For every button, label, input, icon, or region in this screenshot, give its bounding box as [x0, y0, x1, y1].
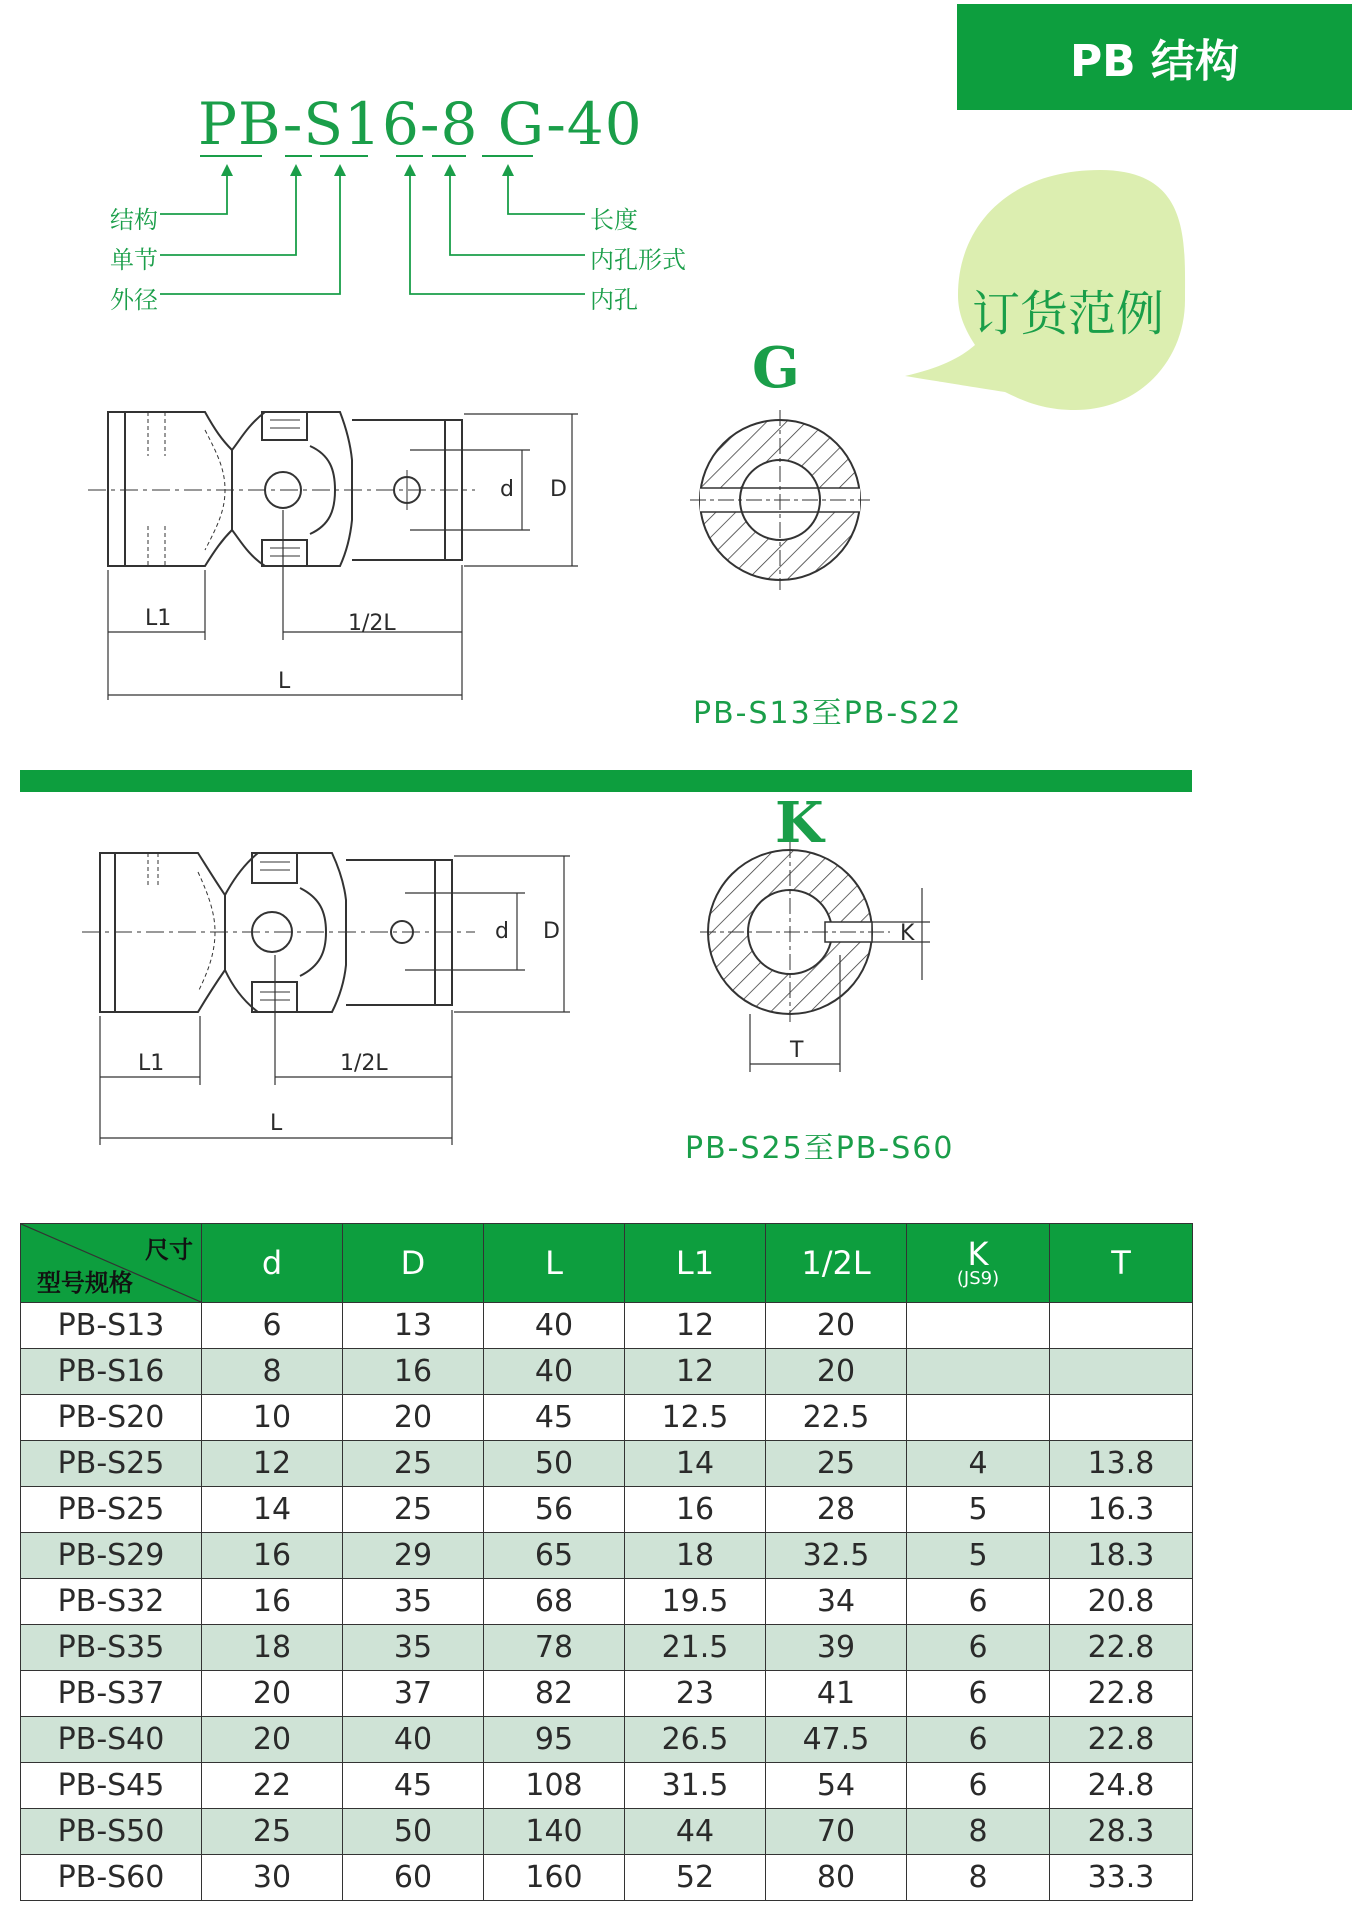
value-cell: 30	[202, 1855, 343, 1901]
value-cell: 4	[907, 1441, 1050, 1487]
dim-g-l: L	[278, 669, 291, 694]
value-cell	[907, 1349, 1050, 1395]
value-cell: 160	[484, 1855, 625, 1901]
value-cell: 28	[766, 1487, 907, 1533]
corner-size-label: 尺寸	[145, 1236, 193, 1264]
col-header-k-sub: (JS9)	[956, 1268, 1000, 1289]
section-divider	[20, 770, 1192, 792]
code-leaders	[160, 170, 585, 294]
value-cell: 12	[625, 1349, 766, 1395]
value-cell: 40	[484, 1349, 625, 1395]
model-cell: PB-S37	[21, 1671, 202, 1717]
value-cell: 39	[766, 1625, 907, 1671]
value-cell: 6	[907, 1625, 1050, 1671]
table-row	[21, 1441, 1193, 1487]
table-row	[21, 1533, 1193, 1579]
table-row	[21, 1303, 1193, 1349]
dim-k-t: T	[790, 1038, 804, 1063]
value-cell: 140	[484, 1809, 625, 1855]
value-cell: 12.5	[625, 1395, 766, 1441]
value-cell: 31.5	[625, 1763, 766, 1809]
table-corner-header	[21, 1224, 202, 1303]
value-cell: 20	[766, 1303, 907, 1349]
table-row	[21, 1717, 1193, 1763]
value-cell: 20	[202, 1671, 343, 1717]
col-header-T: T	[1050, 1224, 1193, 1303]
model-cell: PB-S50	[21, 1809, 202, 1855]
value-cell: 45	[484, 1395, 625, 1441]
model-cell: PB-S40	[21, 1717, 202, 1763]
value-cell: 22.5	[766, 1395, 907, 1441]
value-cell: 80	[766, 1855, 907, 1901]
value-cell: 8	[907, 1855, 1050, 1901]
value-cell: 25	[343, 1487, 484, 1533]
value-cell: 22.8	[1050, 1717, 1193, 1763]
table-row	[21, 1487, 1193, 1533]
value-cell: 6	[907, 1763, 1050, 1809]
model-cell: PB-S13	[21, 1303, 202, 1349]
col-header-D: D	[343, 1224, 484, 1303]
model-cell: PB-S25	[21, 1487, 202, 1533]
dim-g-half-l: 1/2L	[348, 611, 396, 636]
value-cell: 34	[766, 1579, 907, 1625]
value-cell: 13	[343, 1303, 484, 1349]
value-cell: 22	[202, 1763, 343, 1809]
value-cell: 8	[202, 1349, 343, 1395]
corner-model-label: 型号规格	[37, 1269, 133, 1297]
value-cell: 40	[484, 1303, 625, 1349]
value-cell: 14	[202, 1487, 343, 1533]
label-single-joint: 单节	[110, 246, 158, 274]
value-cell: 20.8	[1050, 1579, 1193, 1625]
value-cell: 37	[343, 1671, 484, 1717]
value-cell: 41	[766, 1671, 907, 1717]
joint-drawing-g	[88, 412, 475, 566]
table-row	[21, 1855, 1193, 1901]
table-row	[21, 1349, 1193, 1395]
value-cell: 32.5	[766, 1533, 907, 1579]
model-cell: PB-S35	[21, 1625, 202, 1671]
value-cell: 26.5	[625, 1717, 766, 1763]
model-cell: PB-S32	[21, 1579, 202, 1625]
value-cell: 18	[625, 1533, 766, 1579]
value-cell: 95	[484, 1717, 625, 1763]
label-bore-type: 内孔形式	[590, 246, 686, 274]
model-cell: PB-S25	[21, 1441, 202, 1487]
value-cell: 65	[484, 1533, 625, 1579]
value-cell: 44	[625, 1809, 766, 1855]
value-cell: 12	[202, 1441, 343, 1487]
model-cell: PB-S29	[21, 1533, 202, 1579]
value-cell: 50	[343, 1809, 484, 1855]
value-cell: 22.8	[1050, 1625, 1193, 1671]
value-cell	[907, 1303, 1050, 1349]
value-cell: 6	[907, 1717, 1050, 1763]
value-cell: 6	[907, 1579, 1050, 1625]
value-cell	[1050, 1303, 1193, 1349]
value-cell: 8	[907, 1809, 1050, 1855]
value-cell: 22.8	[1050, 1671, 1193, 1717]
model-cell: PB-S60	[21, 1855, 202, 1901]
value-cell: 12	[625, 1303, 766, 1349]
label-bore: 内孔	[590, 286, 638, 314]
value-cell: 20	[766, 1349, 907, 1395]
spec-table	[20, 1223, 1193, 1901]
value-cell: 16	[202, 1533, 343, 1579]
model-cell: PB-S45	[21, 1763, 202, 1809]
dim-k-half-l: 1/2L	[340, 1051, 388, 1076]
value-cell: 6	[202, 1303, 343, 1349]
value-cell: 18.3	[1050, 1533, 1193, 1579]
value-cell: 56	[484, 1487, 625, 1533]
value-cell: 16	[625, 1487, 766, 1533]
model-cell: PB-S16	[21, 1349, 202, 1395]
value-cell: 45	[343, 1763, 484, 1809]
value-cell: 82	[484, 1671, 625, 1717]
value-cell: 14	[625, 1441, 766, 1487]
value-cell: 16.3	[1050, 1487, 1193, 1533]
order-code: PB-S16-8 G-40	[198, 90, 643, 158]
model-cell: PB-S20	[21, 1395, 202, 1441]
col-header-K	[907, 1224, 1050, 1303]
section-k-range: PB-S25至PB-S60	[685, 1131, 955, 1166]
label-structure: 结构	[110, 206, 158, 234]
dim-k-D: D	[543, 919, 560, 944]
table-row	[21, 1671, 1193, 1717]
value-cell: 33.3	[1050, 1855, 1193, 1901]
value-cell	[1050, 1395, 1193, 1441]
cross-section-g	[690, 410, 870, 590]
col-header-k-main: K	[967, 1235, 989, 1273]
value-cell: 24.8	[1050, 1763, 1193, 1809]
value-cell: 13.8	[1050, 1441, 1193, 1487]
table-row	[21, 1625, 1193, 1671]
value-cell: 70	[766, 1809, 907, 1855]
value-cell: 28.3	[1050, 1809, 1193, 1855]
value-cell: 35	[343, 1579, 484, 1625]
col-header-L: L	[484, 1224, 625, 1303]
value-cell: 54	[766, 1763, 907, 1809]
value-cell: 10	[202, 1395, 343, 1441]
col-header-half-L: 1/2L	[766, 1224, 907, 1303]
value-cell: 25	[202, 1809, 343, 1855]
table-row	[21, 1579, 1193, 1625]
value-cell: 68	[484, 1579, 625, 1625]
value-cell: 60	[343, 1855, 484, 1901]
dim-g-D: D	[550, 477, 567, 502]
value-cell	[1050, 1349, 1193, 1395]
col-header-L1: L1	[625, 1224, 766, 1303]
value-cell: 5	[907, 1487, 1050, 1533]
code-arrowheads	[221, 164, 514, 176]
section-k-letter: K	[775, 790, 824, 856]
value-cell	[907, 1395, 1050, 1441]
joint-k-dimensions	[100, 856, 570, 1145]
value-cell: 5	[907, 1533, 1050, 1579]
table-body	[21, 1303, 1193, 1901]
dim-g-l1: L1	[145, 606, 172, 631]
value-cell: 35	[343, 1625, 484, 1671]
dim-k-l1: L1	[138, 1051, 165, 1076]
value-cell: 40	[343, 1717, 484, 1763]
value-cell: 18	[202, 1625, 343, 1671]
value-cell: 20	[202, 1717, 343, 1763]
section-g-letter: G	[752, 335, 800, 401]
section-title: PB 结构	[1069, 36, 1240, 87]
order-example-label: 订货范例	[972, 286, 1165, 342]
dim-g-d: d	[500, 477, 514, 502]
value-cell: 52	[625, 1855, 766, 1901]
value-cell: 23	[625, 1671, 766, 1717]
table-row	[21, 1395, 1193, 1441]
cross-section-k	[700, 842, 930, 1072]
value-cell: 25	[343, 1441, 484, 1487]
value-cell: 47.5	[766, 1717, 907, 1763]
value-cell: 50	[484, 1441, 625, 1487]
label-length: 长度	[590, 206, 638, 234]
value-cell: 21.5	[625, 1625, 766, 1671]
value-cell: 25	[766, 1441, 907, 1487]
value-cell: 29	[343, 1533, 484, 1579]
value-cell: 16	[343, 1349, 484, 1395]
section-g-range: PB-S13至PB-S22	[693, 696, 963, 731]
value-cell: 78	[484, 1625, 625, 1671]
value-cell: 6	[907, 1671, 1050, 1717]
dim-k-keyway: K	[900, 921, 915, 946]
value-cell: 108	[484, 1763, 625, 1809]
value-cell: 19.5	[625, 1579, 766, 1625]
value-cell: 20	[343, 1395, 484, 1441]
dim-k-l: L	[270, 1111, 283, 1136]
joint-drawing-k	[82, 853, 475, 1012]
dim-k-d: d	[495, 919, 509, 944]
table-row	[21, 1809, 1193, 1855]
table-row	[21, 1763, 1193, 1809]
col-header-d: d	[202, 1224, 343, 1303]
label-outer-diameter: 外径	[110, 286, 158, 314]
value-cell: 16	[202, 1579, 343, 1625]
table-header-row	[21, 1224, 1193, 1303]
